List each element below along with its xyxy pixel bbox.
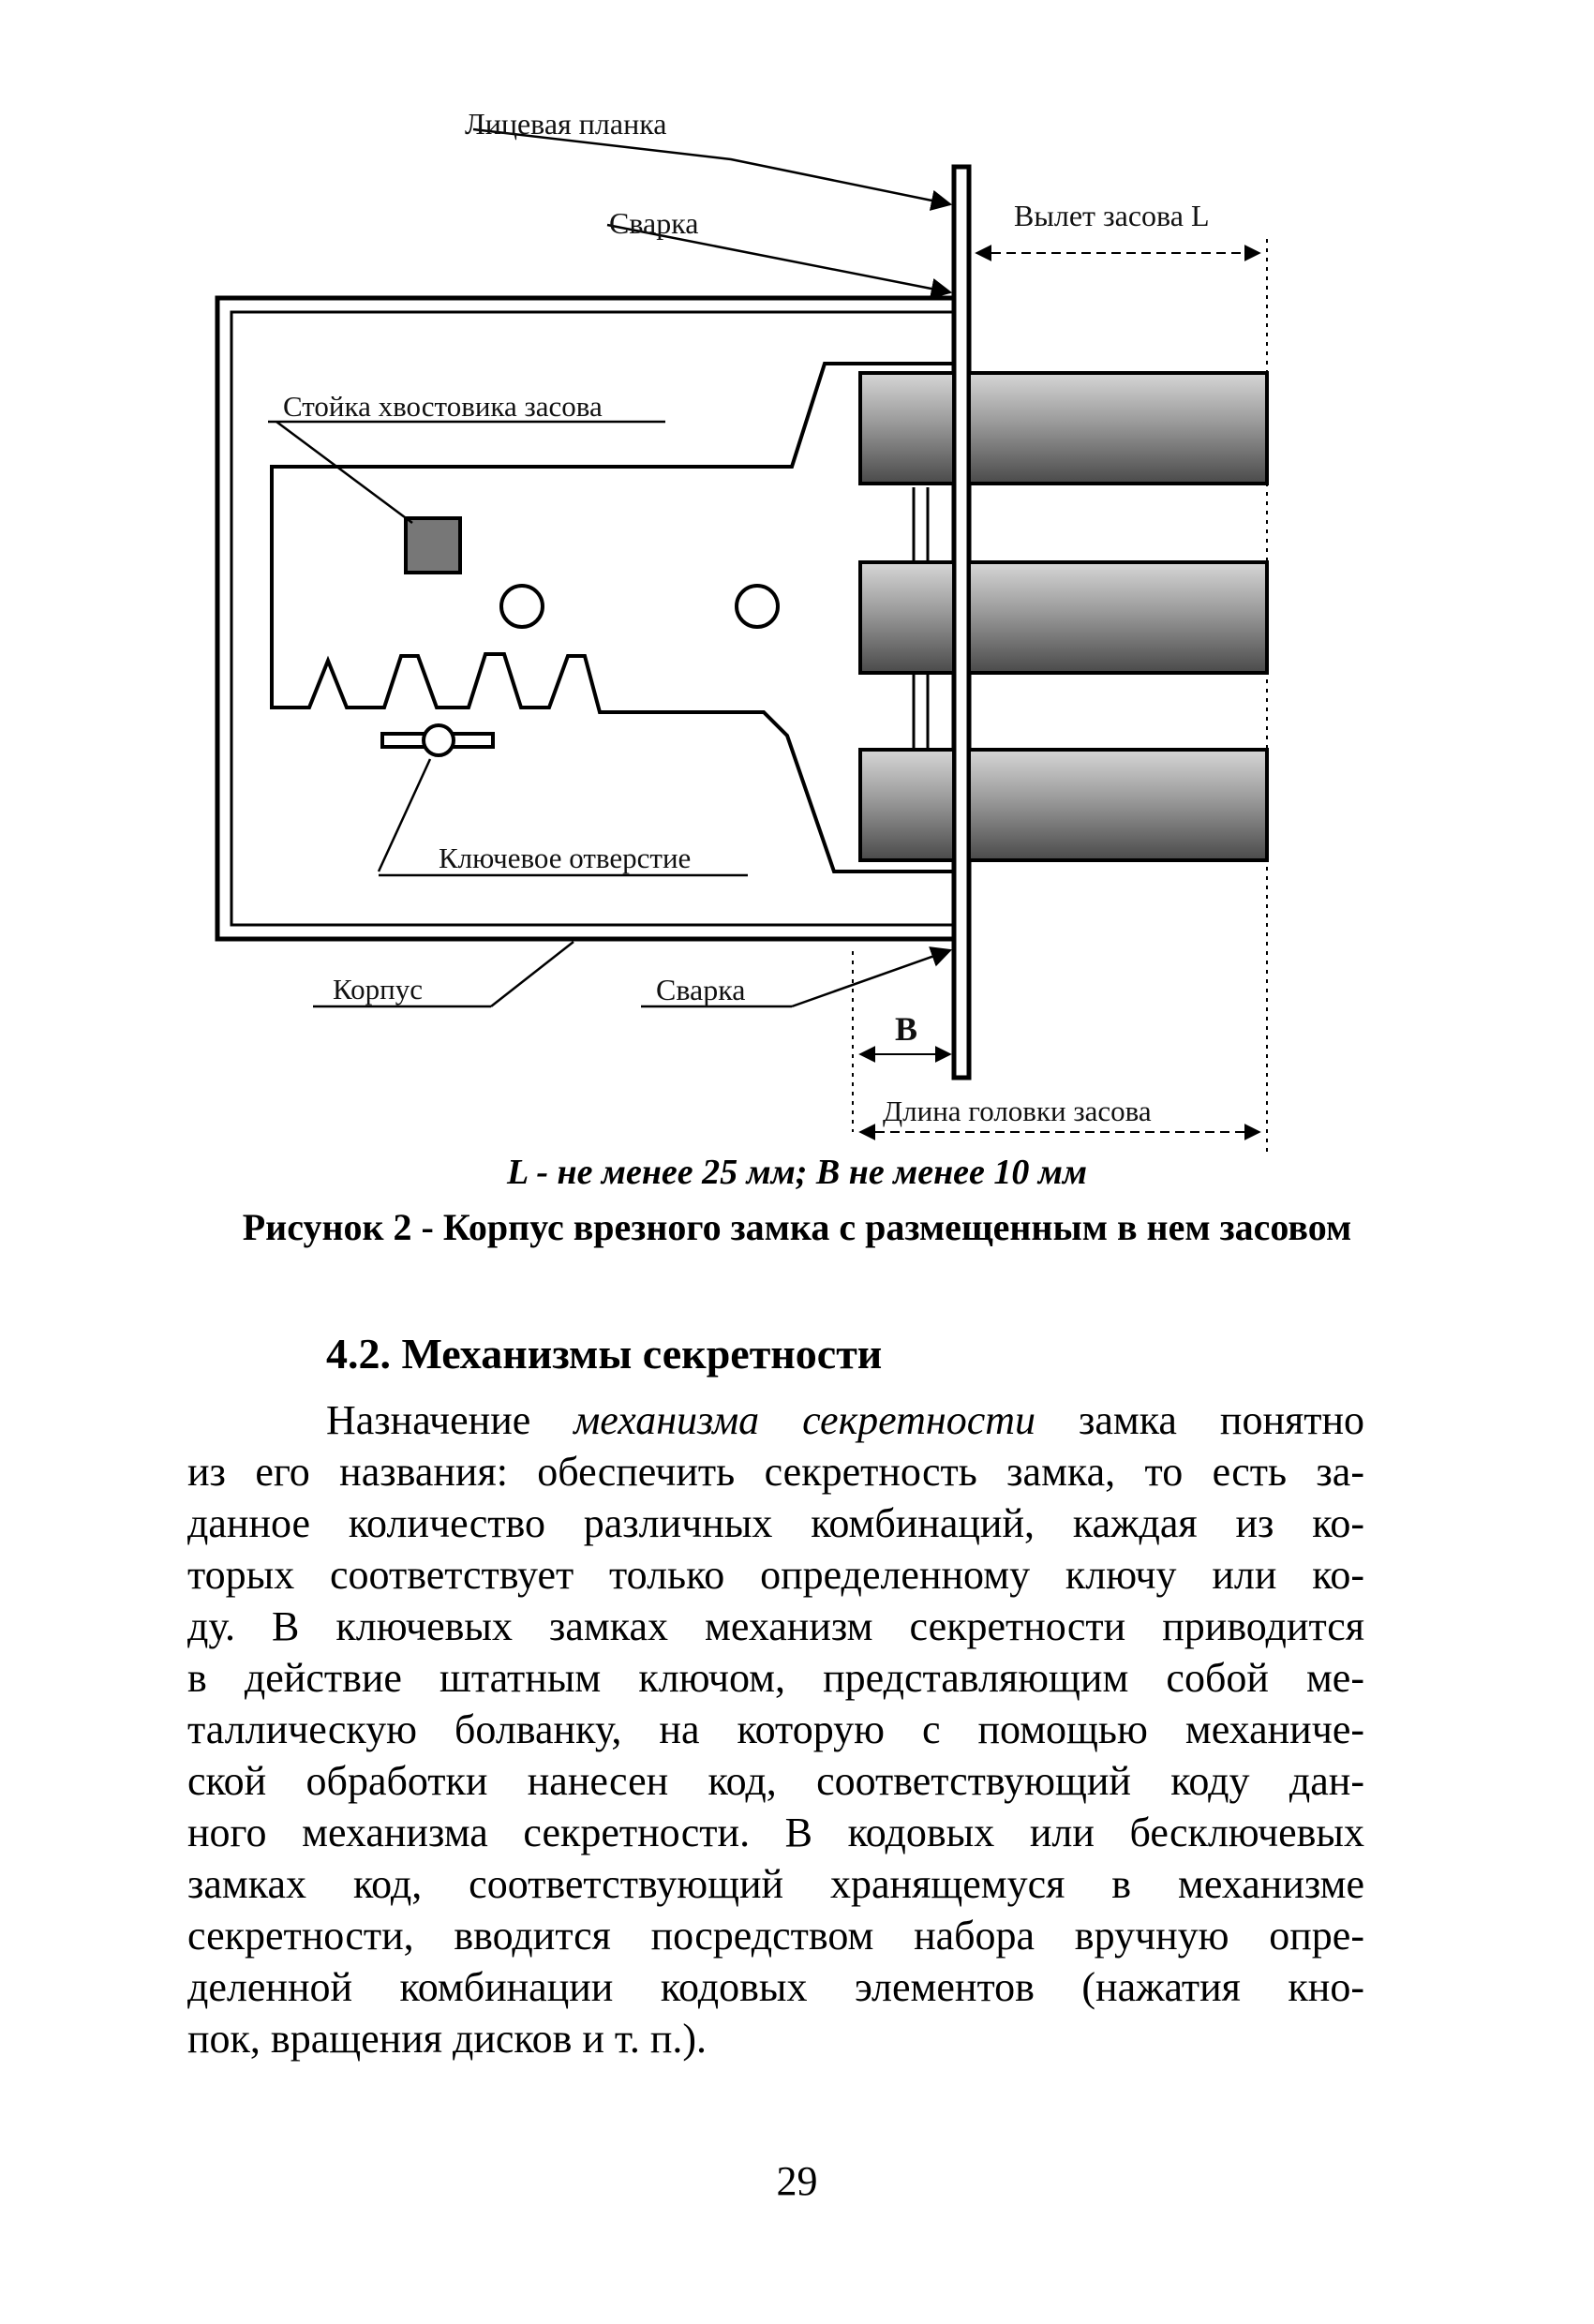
hole-right	[737, 586, 778, 627]
label-weld-bottom: Сварка	[656, 973, 746, 1006]
keyhole-shape	[382, 725, 493, 755]
bolt-middle-outer	[969, 562, 1267, 673]
body-line: данное количество различных комбинаций, каждая из ко-	[187, 1500, 1364, 1546]
body-line: из его названия: обеспечить секретность замка, то есть за-	[187, 1449, 1364, 1495]
bolt-bottom-outer	[969, 750, 1267, 860]
bolt-top-inner	[860, 373, 954, 484]
figure-caption: Рисунок 2 - Корпус врезного замка с размещенным в нем засовом	[242, 1206, 1352, 1248]
body-line: в действие штатным ключом, представляющим собой ме-	[187, 1655, 1364, 1701]
body-line: ного механизма секретности. В кодовых или бесключевых	[187, 1810, 1364, 1855]
label-weld-top: Сварка	[609, 206, 699, 240]
body-line: секретности, вводится посредством набора вручную опре-	[187, 1913, 1364, 1959]
hole-left	[501, 586, 543, 627]
bolt-middle-inner	[860, 562, 954, 673]
body-line: таллическую болванку, на которую с помощью механиче-	[187, 1706, 1364, 1752]
label-keyhole: Ключевое отверстие	[439, 842, 692, 874]
label-body: Корпус	[333, 973, 423, 1006]
body-line: пок, вращения дисков и т. п.).	[187, 2016, 708, 2062]
bolt-carrier	[272, 364, 954, 872]
leader-lines	[268, 129, 950, 1006]
tail-post	[406, 518, 460, 573]
bolt-top-outer	[969, 373, 1267, 484]
body-line: ской обработки нанесен код, соответствующий коду дан-	[187, 1758, 1364, 1804]
page-number: 29	[776, 2158, 818, 2204]
label-dim-b: B	[895, 1010, 918, 1048]
body-line: ду. В ключевых замках механизм секретности приводится	[187, 1603, 1364, 1649]
figure-note: L - не менее 25 мм; B не менее 10 мм	[507, 1153, 1087, 1192]
body-line: Назначение механизма секретности замка понятно	[326, 1397, 1364, 1443]
body-line: торых соответствует только определенному ключу или ко-	[187, 1552, 1364, 1598]
label-face-plate: Лицевая планка	[465, 107, 667, 141]
label-tail-post: Стойка хвостовика засова	[283, 390, 603, 423]
section-body	[187, 1396, 1364, 2066]
label-bolt-protrusion: Вылет засова L	[1014, 199, 1210, 232]
face-plate	[954, 167, 969, 1078]
bolts	[860, 373, 1267, 860]
body-line: замках код, соответствующий хранящемуся в механизме	[187, 1861, 1364, 1907]
section-heading: 4.2. Механизмы секретности	[326, 1330, 883, 1378]
label-bolt-head-length: Длина головки засова	[883, 1095, 1152, 1127]
body-line: деленной комбинации кодовых элементов (нажатия кно-	[187, 1964, 1364, 2010]
bolt-bottom-inner	[860, 750, 954, 860]
